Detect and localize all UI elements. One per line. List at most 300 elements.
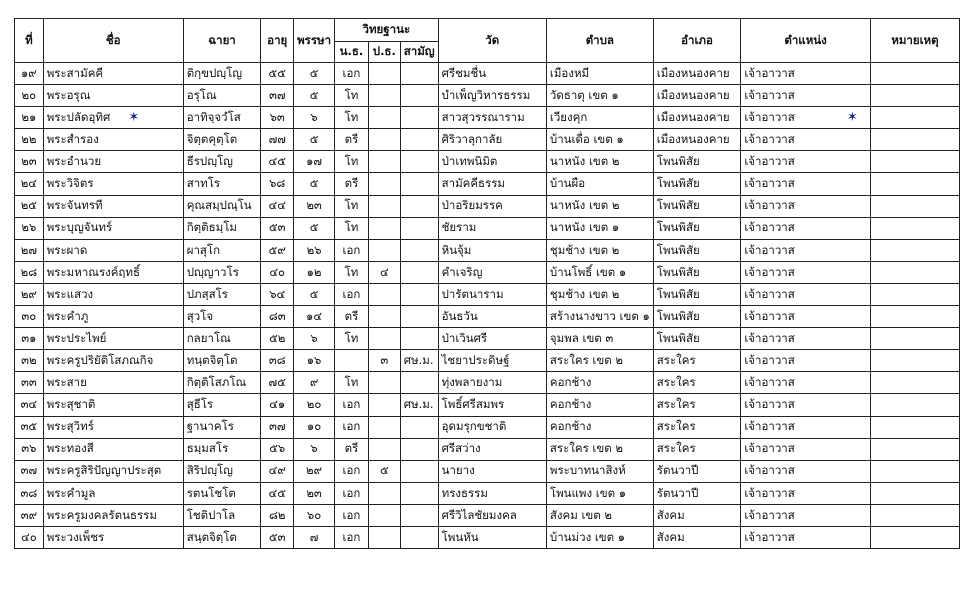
cell-tambon <box>546 239 653 261</box>
cell-phansa <box>294 63 335 85</box>
cell-phansa <box>294 460 335 482</box>
position-text: เจ้าอาวาส <box>744 375 795 390</box>
cell-name <box>43 261 183 283</box>
cell-position <box>741 460 871 482</box>
phansa-text: ๒๓ <box>306 198 322 213</box>
wat-text: ทรงธรรม <box>441 485 488 500</box>
cell-wat <box>438 283 546 305</box>
name-text: พระครูมงคลรัตนธรรม <box>46 507 157 522</box>
cell-amphoe <box>653 416 741 438</box>
cell-wat <box>438 504 546 526</box>
cell-tambon <box>546 151 653 173</box>
cell-tambon <box>546 283 653 305</box>
name-text: พระปลัดอุทิศ <box>46 110 111 125</box>
cell-pt <box>368 195 400 217</box>
cell-name <box>43 460 183 482</box>
cell-phansa <box>294 107 335 129</box>
name-text: พระวิจิตร <box>46 176 94 191</box>
phansa-text: ๙ <box>309 375 319 390</box>
wat-text: ไชยาประดิษฐ์ <box>441 353 510 368</box>
cell-remark <box>870 129 959 151</box>
cell-saman <box>400 416 438 438</box>
name-text: พระคำภู <box>46 308 89 323</box>
cell-position <box>741 239 871 261</box>
cell-age <box>261 416 294 438</box>
wat-text: ศรีชมชื่น <box>441 65 487 80</box>
nt-text: เอก <box>342 286 361 301</box>
cell-pt <box>368 526 400 548</box>
table-row <box>15 482 960 504</box>
nt-text: เอก <box>342 65 361 80</box>
cell-pt <box>368 482 400 504</box>
cell-phansa <box>294 129 335 151</box>
chaya-text: ปภสฺสโร <box>186 286 228 301</box>
cell-age <box>261 328 294 350</box>
nt-text: ตรี <box>344 176 359 191</box>
cell-saman <box>400 460 438 482</box>
cell-position <box>741 173 871 195</box>
cell-nt <box>335 394 369 416</box>
cell-saman <box>400 107 438 129</box>
cell-age <box>261 261 294 283</box>
cell-saman <box>400 306 438 328</box>
cell-nt <box>335 173 369 195</box>
tambon-text: บ้านเดื่อ เขต ๑ <box>549 132 624 147</box>
handwritten-check-mark-icon: ✶ <box>842 110 858 126</box>
table-row <box>15 460 960 482</box>
nt-text: โท <box>344 330 359 345</box>
cell-chaya <box>183 129 261 151</box>
wat-text: บำเพ็ญวิหารธรรม <box>441 87 531 102</box>
cell-phansa <box>294 239 335 261</box>
cell-wat <box>438 151 546 173</box>
cell-position <box>741 328 871 350</box>
cell-wat <box>438 85 546 107</box>
abbot-appointment-document <box>14 18 960 549</box>
name-text: พระวงเพ็ชร <box>46 529 105 544</box>
cell-position <box>741 261 871 283</box>
handwritten-check-mark-icon: ✶ <box>124 110 140 126</box>
cell-age <box>261 107 294 129</box>
amphoe-text: โพนพิสัย <box>656 176 700 191</box>
nt-text: โท <box>344 109 359 124</box>
cell-pt <box>368 350 400 372</box>
amphoe-text: สังคม <box>656 507 685 522</box>
position-text: เจ้าอาวาส <box>744 507 795 522</box>
tambon-text: บ้านโพธิ์ เขต ๑ <box>549 264 627 279</box>
position-text: เจ้าอาวาส <box>744 463 795 478</box>
no-text: ๒๓ <box>21 154 37 169</box>
cell-remark <box>870 63 959 85</box>
age-text: ๓๗ <box>268 419 286 434</box>
cell-nt <box>335 328 369 350</box>
phansa-text: ๑๖ <box>306 353 322 368</box>
nt-text: เอก <box>342 485 361 500</box>
header-nt: น.ธ. <box>335 42 369 63</box>
cell-no <box>15 85 44 107</box>
cell-amphoe <box>653 173 741 195</box>
cell-age <box>261 394 294 416</box>
cell-chaya <box>183 372 261 394</box>
no-text: ๒๗ <box>20 242 37 257</box>
wat-text: สามัคคีธรรม <box>441 176 506 191</box>
pt-text: ๓ <box>380 353 389 368</box>
phansa-text: ๖ <box>310 441 318 456</box>
position-text: เจ้าอาวาส <box>744 242 795 257</box>
table-row <box>15 283 960 305</box>
saman-text: ศษ.ม. <box>403 353 434 368</box>
cell-wat <box>438 107 546 129</box>
cell-name <box>43 107 183 129</box>
amphoe-text: โพนพิสัย <box>656 220 700 235</box>
cell-nt <box>335 85 369 107</box>
amphoe-text: เมืองหนองคาย <box>656 109 730 124</box>
header-no: ที่ <box>15 19 44 63</box>
cell-phansa <box>294 217 335 239</box>
cell-pt <box>368 504 400 526</box>
cell-nt <box>335 350 369 372</box>
chaya-text: ปญฺญาวโร <box>186 264 239 279</box>
cell-saman <box>400 63 438 85</box>
cell-amphoe <box>653 283 741 305</box>
position-text: เจ้าอาวาส <box>744 485 795 500</box>
phansa-text: ๒๖ <box>306 242 322 257</box>
no-text: ๓๑ <box>21 330 37 345</box>
cell-name <box>43 173 183 195</box>
cell-pt <box>368 107 400 129</box>
cell-name <box>43 416 183 438</box>
cell-position <box>741 107 871 129</box>
cell-wat <box>438 63 546 85</box>
cell-no <box>15 217 44 239</box>
position-text: เจ้าอาวาส <box>744 308 795 323</box>
header-remark: หมายเหตุ <box>870 19 959 63</box>
age-text: ๕๒ <box>269 330 286 345</box>
wat-text: ชัยราม <box>441 220 477 235</box>
position-text: เจ้าอาวาส <box>744 264 795 279</box>
cell-phansa <box>294 482 335 504</box>
wat-text: ศรีวิไลชัยมงคล <box>441 507 517 522</box>
cell-name <box>43 526 183 548</box>
cell-wat <box>438 261 546 283</box>
phansa-text: ๕ <box>309 220 319 235</box>
age-text: ๓๗ <box>268 87 286 102</box>
table-body <box>15 63 960 549</box>
cell-amphoe <box>653 526 741 548</box>
cell-age <box>261 239 294 261</box>
cell-pt <box>368 416 400 438</box>
cell-pt <box>368 438 400 460</box>
name-text: พระทองสี <box>46 441 94 456</box>
cell-amphoe <box>653 129 741 151</box>
cell-wat <box>438 328 546 350</box>
tambon-text: คอกช้าง <box>549 397 592 412</box>
cell-amphoe <box>653 306 741 328</box>
cell-remark <box>870 416 959 438</box>
amphoe-text: สระใคร <box>656 441 696 456</box>
cell-phansa <box>294 173 335 195</box>
table-row <box>15 328 960 350</box>
age-text: ๔๔ <box>268 198 286 213</box>
chaya-text: สุวโจ <box>186 308 214 323</box>
cell-age <box>261 306 294 328</box>
cell-chaya <box>183 482 261 504</box>
cell-amphoe <box>653 217 741 239</box>
cell-position <box>741 526 871 548</box>
cell-remark <box>870 261 959 283</box>
position-text: เจ้าอาวาส <box>744 110 795 125</box>
cell-age <box>261 460 294 482</box>
cell-tambon <box>546 328 653 350</box>
wat-text: อุดมรุกขชาติ <box>441 419 507 434</box>
cell-pt <box>368 328 400 350</box>
cell-tambon <box>546 526 653 548</box>
cell-pt <box>368 217 400 239</box>
cell-saman <box>400 195 438 217</box>
cell-remark <box>870 350 959 372</box>
cell-phansa <box>294 394 335 416</box>
cell-phansa <box>294 328 335 350</box>
name-text: พระอำนวย <box>46 154 102 169</box>
cell-nt <box>335 482 369 504</box>
wat-text: ป่าเวินศรี <box>441 330 488 345</box>
nt-text: เอก <box>342 463 361 478</box>
header-phansa: พรรษา <box>294 19 335 63</box>
cell-no <box>15 482 44 504</box>
cell-amphoe <box>653 261 741 283</box>
chaya-text: อาทิจฺจวํโส <box>186 109 241 124</box>
amphoe-text: สระใคร <box>656 353 696 368</box>
table-row <box>15 306 960 328</box>
cell-no <box>15 195 44 217</box>
cell-wat <box>438 306 546 328</box>
cell-age <box>261 195 294 217</box>
phansa-text: ๑๒ <box>306 264 322 279</box>
cell-saman <box>400 438 438 460</box>
header-chaya: ฉายา <box>183 19 261 63</box>
cell-age <box>261 129 294 151</box>
amphoe-text: รัตนวาปี <box>656 463 699 478</box>
pt-text: ๕ <box>379 463 389 478</box>
cell-no <box>15 261 44 283</box>
cell-name <box>43 129 183 151</box>
amphoe-text: โพนพิสัย <box>656 198 700 213</box>
cell-pt <box>368 85 400 107</box>
cell-nt <box>335 504 369 526</box>
phansa-text: ๒๓ <box>306 485 322 500</box>
cell-saman <box>400 85 438 107</box>
phansa-text: ๖ <box>310 330 318 345</box>
cell-remark <box>870 195 959 217</box>
amphoe-text: เมืองหนองคาย <box>656 132 730 147</box>
cell-chaya <box>183 438 261 460</box>
cell-amphoe <box>653 239 741 261</box>
wat-text: ทุ่งพลายงาม <box>441 375 503 390</box>
cell-pt <box>368 173 400 195</box>
cell-age <box>261 151 294 173</box>
position-text: เจ้าอาวาส <box>744 132 795 147</box>
cell-name <box>43 350 183 372</box>
header-age: อายุ <box>261 19 294 63</box>
cell-remark <box>870 151 959 173</box>
chaya-text: ฐานาคโร <box>186 419 234 434</box>
wat-text: คำเจริญ <box>441 264 483 279</box>
chaya-text: กิตฺติธมฺโม <box>186 220 237 235</box>
chaya-text: รตนโชโต <box>186 485 236 500</box>
age-text: ๕๓ <box>268 529 286 544</box>
cell-saman <box>400 261 438 283</box>
no-text: ๒๐ <box>21 87 37 102</box>
cell-phansa <box>294 151 335 173</box>
cell-nt <box>335 151 369 173</box>
cell-phansa <box>294 438 335 460</box>
cell-tambon <box>546 261 653 283</box>
cell-wat <box>438 173 546 195</box>
cell-no <box>15 394 44 416</box>
cell-phansa <box>294 526 335 548</box>
chaya-text: ทนฺตจิตฺโต <box>186 353 238 368</box>
nt-text: เอก <box>342 507 361 522</box>
chaya-text: สุธีโร <box>186 397 214 412</box>
position-text: เจ้าอาวาส <box>744 87 795 102</box>
no-text: ๓๘ <box>20 485 38 500</box>
cell-wat <box>438 239 546 261</box>
age-text: ๖๘ <box>269 176 286 191</box>
age-text: ๔๕ <box>268 154 286 169</box>
cell-tambon <box>546 107 653 129</box>
nt-text: โท <box>344 87 359 102</box>
tambon-text: นาหนัง เขต ๒ <box>549 198 620 213</box>
cell-pt <box>368 394 400 416</box>
table-row <box>15 438 960 460</box>
wat-text: ปารัตนาราม <box>441 286 504 301</box>
cell-no <box>15 107 44 129</box>
cell-tambon <box>546 195 653 217</box>
cell-age <box>261 438 294 460</box>
phansa-text: ๕ <box>309 87 319 102</box>
cell-no <box>15 306 44 328</box>
header-wat: วัด <box>438 19 546 63</box>
position-text: เจ้าอาวาส <box>744 397 795 412</box>
cell-position <box>741 504 871 526</box>
header-name: ชื่อ <box>43 19 183 63</box>
cell-nt <box>335 438 369 460</box>
tambon-text: โพนแพง เขต ๑ <box>549 485 627 500</box>
cell-name <box>43 195 183 217</box>
phansa-text: ๕ <box>309 65 319 80</box>
tambon-text: นาหนัง เขต ๑ <box>549 220 620 235</box>
cell-wat <box>438 526 546 548</box>
chaya-text: กิตฺติโสภโณ <box>186 375 247 390</box>
cell-tambon <box>546 129 653 151</box>
cell-phansa <box>294 283 335 305</box>
position-text: เจ้าอาวาส <box>744 176 795 191</box>
nt-text: โท <box>344 264 359 279</box>
table-row <box>15 151 960 173</box>
cell-amphoe <box>653 460 741 482</box>
age-text: ๓๘ <box>268 353 286 368</box>
cell-wat <box>438 394 546 416</box>
cell-amphoe <box>653 151 741 173</box>
table-row <box>15 239 960 261</box>
name-text: พระสาย <box>46 375 87 390</box>
position-text: เจ้าอาวาส <box>744 65 795 80</box>
cell-nt <box>335 239 369 261</box>
cell-tambon <box>546 482 653 504</box>
cell-age <box>261 85 294 107</box>
cell-chaya <box>183 350 261 372</box>
chaya-text: โชติปาโล <box>186 507 236 522</box>
no-text: ๒๕ <box>20 198 37 213</box>
chaya-text: ผาสุโก <box>186 242 221 257</box>
no-text: ๓๐ <box>21 308 37 323</box>
cell-remark <box>870 504 959 526</box>
name-text: พระผาด <box>46 242 88 257</box>
cell-nt <box>335 306 369 328</box>
tambon-text: สร้างนางขาว เขต ๑ <box>549 308 650 323</box>
table-row <box>15 195 960 217</box>
amphoe-text: โพนพิสัย <box>656 242 700 257</box>
table-row <box>15 173 960 195</box>
age-text: ๕๕ <box>268 65 286 80</box>
abbot-list-table <box>14 18 960 549</box>
amphoe-text: โพนพิสัย <box>656 330 700 345</box>
wat-text: ศิริวาลุกาลัย <box>441 132 503 147</box>
cell-remark <box>870 372 959 394</box>
phansa-text: ๑๐ <box>306 419 322 434</box>
phansa-text: ๕ <box>309 176 319 191</box>
cell-tambon <box>546 350 653 372</box>
header-amphoe: อำเภอ <box>653 19 741 63</box>
cell-tambon <box>546 372 653 394</box>
nt-text: โท <box>344 154 359 169</box>
table-row <box>15 416 960 438</box>
cell-remark <box>870 306 959 328</box>
cell-tambon <box>546 394 653 416</box>
cell-saman <box>400 328 438 350</box>
cell-age <box>261 482 294 504</box>
nt-text: เอก <box>342 242 361 257</box>
cell-chaya <box>183 151 261 173</box>
cell-nt <box>335 63 369 85</box>
cell-remark <box>870 107 959 129</box>
nt-text: โท <box>344 375 359 390</box>
age-text: ๔๑ <box>269 397 286 412</box>
cell-no <box>15 504 44 526</box>
no-text: ๓๒ <box>21 353 37 368</box>
no-text: ๓๙ <box>20 507 37 522</box>
pt-text: ๔ <box>379 264 389 279</box>
cell-amphoe <box>653 394 741 416</box>
cell-tambon <box>546 306 653 328</box>
nt-text: ตรี <box>344 132 359 147</box>
cell-tambon <box>546 63 653 85</box>
phansa-text: ๕ <box>309 132 319 147</box>
cell-no <box>15 438 44 460</box>
cell-position <box>741 283 871 305</box>
chaya-text: กลยาโณ <box>186 330 231 345</box>
age-text: ๘๓ <box>268 308 286 323</box>
no-text: ๔๐ <box>20 529 37 544</box>
no-text: ๓๓ <box>20 375 37 390</box>
chaya-text: สิริปญฺโญ <box>186 463 233 478</box>
tambon-text: เมืองหมี <box>549 65 590 80</box>
cell-nt <box>335 107 369 129</box>
cell-pt <box>368 63 400 85</box>
cell-position <box>741 416 871 438</box>
chaya-text: ธมฺมสโร <box>186 441 229 456</box>
age-text: ๔๙ <box>268 463 286 478</box>
